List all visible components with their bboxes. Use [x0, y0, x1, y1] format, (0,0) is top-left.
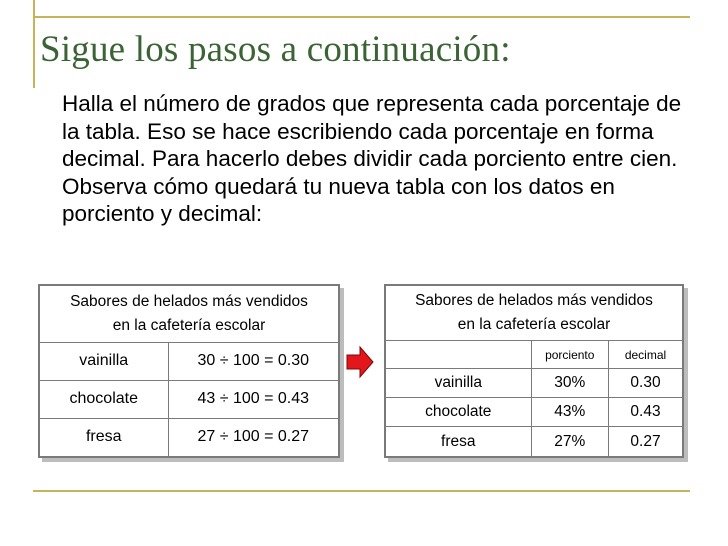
flavor-cell: fresa: [385, 427, 531, 457]
decimal-cell: 0.43: [608, 398, 683, 427]
percent-cell: 27%: [531, 427, 608, 457]
table-header: [39, 285, 339, 343]
decimal-cell: 0.30: [608, 369, 683, 398]
table-row: [385, 427, 683, 457]
flavor-cell: chocolate: [385, 398, 531, 427]
table-row: [385, 369, 683, 398]
decimal-cell: 0.27: [608, 427, 683, 457]
table-row: [39, 380, 339, 418]
division-table: [38, 284, 340, 458]
table-row: [39, 343, 339, 381]
decorative-vertical-line: [33, 0, 35, 88]
calc-cell: 27 ÷ 100 = 0.27: [168, 418, 339, 457]
empty-header-cell: [385, 341, 531, 369]
flavor-cell: vainilla: [39, 343, 168, 381]
flavor-cell: chocolate: [39, 380, 168, 418]
percent-cell: 43%: [531, 398, 608, 427]
instructions-text: Halla el número de grados que representa cada porcentaje de la tabla. Eso se hace escribiendo cada porcentaje en forma decimal. Para hacerlo debes dividir cada porciento entre cien. Observa cómo quedará tu nueva tabla con los datos en porciento y decimal:: [62, 91, 682, 227]
calc-cell: 43 ÷ 100 = 0.43: [168, 380, 339, 418]
table-row: [385, 398, 683, 427]
table-row: [39, 418, 339, 457]
percent-decimal-table: [384, 284, 684, 458]
column-header-row: [385, 341, 683, 369]
table-header-line2: en la cafetería escolar: [457, 316, 611, 333]
table-header-line1: Sabores de helados más vendidos: [415, 292, 653, 309]
table-header-line2: en la cafetería escolar: [112, 317, 266, 334]
table-header-line1: Sabores de helados más vendidos: [70, 293, 308, 310]
column-header-percent: porciento: [531, 341, 608, 369]
percent-cell: 30%: [531, 369, 608, 398]
calc-cell: 30 ÷ 100 = 0.30: [168, 343, 339, 381]
table-header-row: [39, 285, 339, 343]
flavor-cell: fresa: [39, 418, 168, 457]
column-header-decimal: decimal: [608, 341, 683, 369]
table-header-row: [385, 285, 683, 341]
flavor-cell: vainilla: [385, 369, 531, 398]
slide-title: Sigue los pasos a continuación:: [40, 29, 511, 70]
decorative-bottom-line: [33, 490, 690, 492]
table-header: [385, 285, 683, 341]
decorative-top-line: [33, 16, 690, 18]
red-right-arrow-icon: [346, 345, 374, 379]
